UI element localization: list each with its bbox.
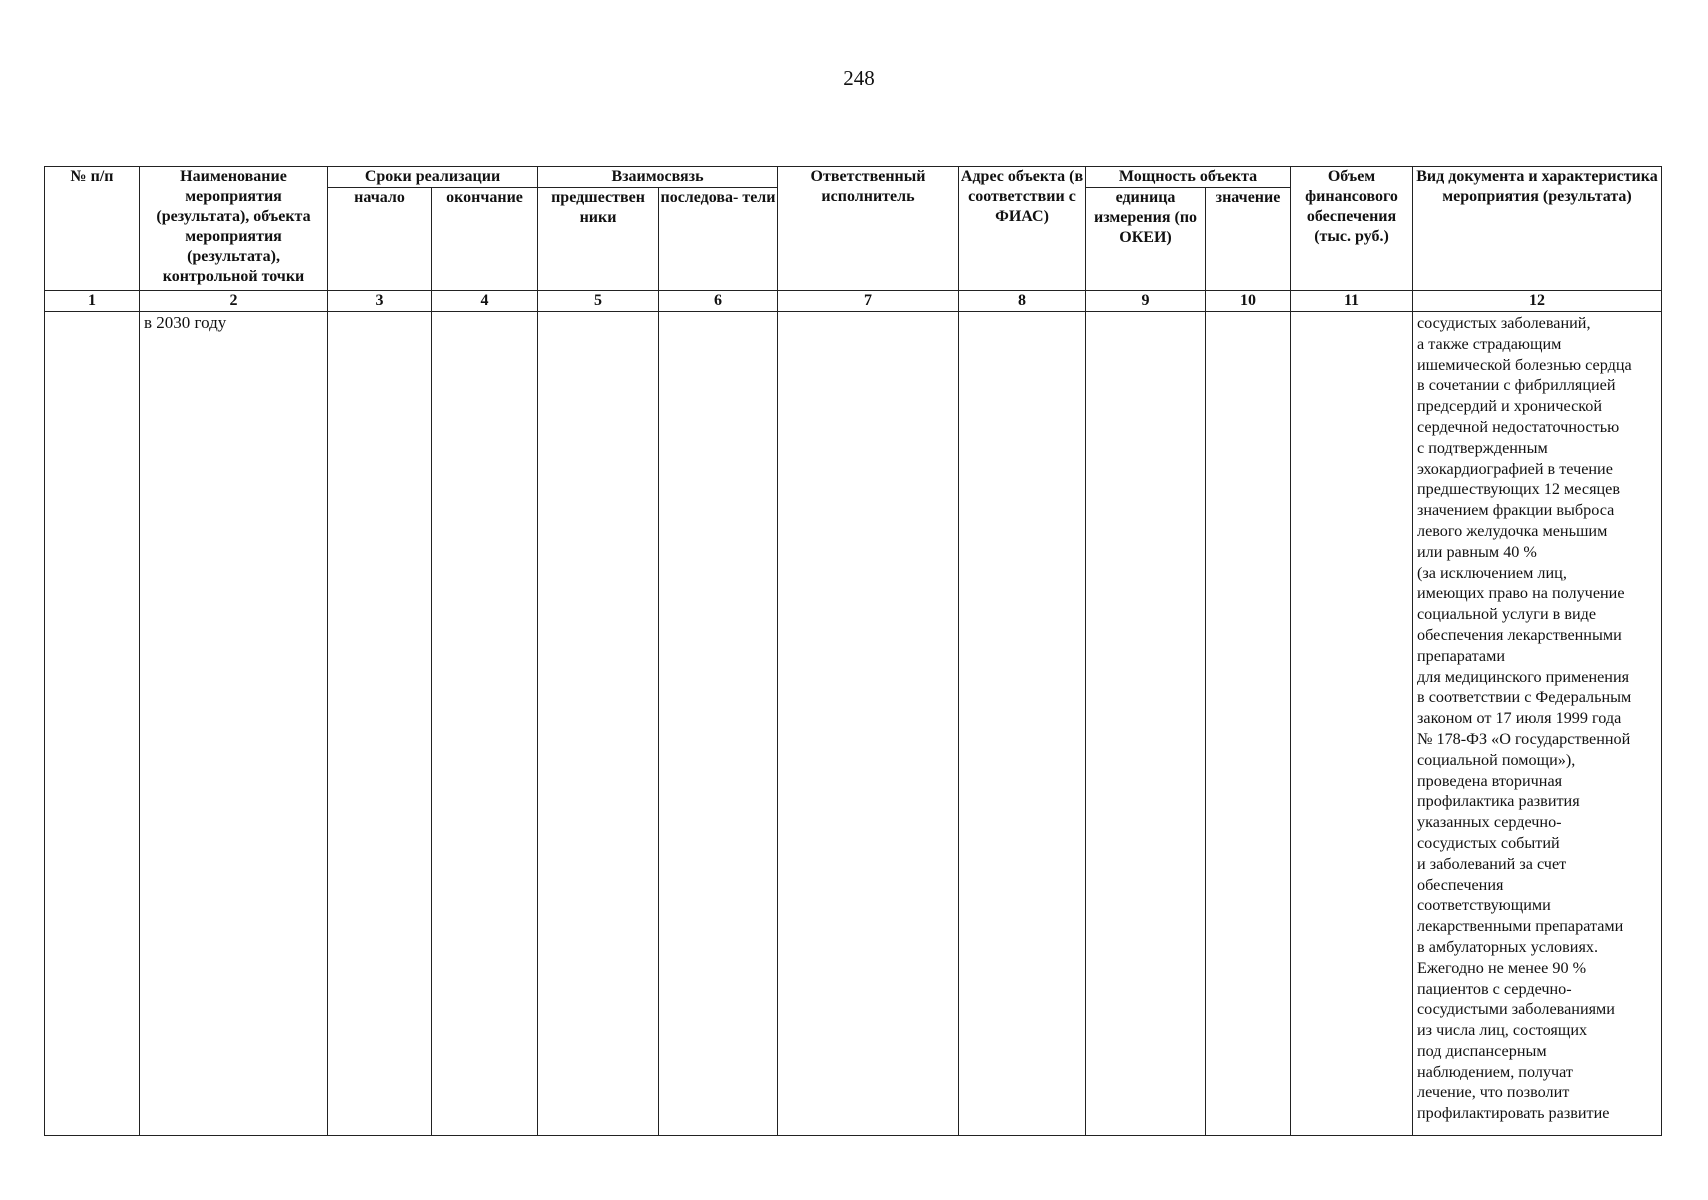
description-line: социальной помощи»), bbox=[1417, 750, 1576, 769]
header-predecessors: предшествен ники bbox=[538, 188, 659, 291]
cell-successors bbox=[659, 312, 778, 1136]
column-number: 5 bbox=[538, 291, 659, 312]
description-line: левого желудочка меньшим bbox=[1417, 521, 1608, 540]
column-number: 3 bbox=[328, 291, 432, 312]
description-line: профилактика развития bbox=[1417, 792, 1580, 811]
description-line: для медицинского применения bbox=[1417, 667, 1630, 686]
description-line: указанных сердечно- bbox=[1417, 813, 1562, 832]
header-link-group: Взаимосвязь bbox=[538, 167, 778, 188]
description-line: сосудистыми заболеваниями bbox=[1417, 1000, 1615, 1019]
column-number: 4 bbox=[432, 291, 538, 312]
column-number: 6 bbox=[659, 291, 778, 312]
header-responsible: Ответственный исполнитель bbox=[778, 167, 959, 291]
header-end: окончание bbox=[432, 188, 538, 291]
description-line: лекарственными препаратами bbox=[1417, 917, 1624, 936]
description-line: и заболеваний за счет bbox=[1417, 854, 1567, 873]
description-line: в амбулаторных условиях. bbox=[1417, 937, 1599, 956]
column-number: 11 bbox=[1291, 291, 1413, 312]
description-line: законом от 17 июля 1999 года bbox=[1417, 709, 1622, 728]
header-start: начало bbox=[328, 188, 432, 291]
description-line: с подтвержденным bbox=[1417, 438, 1548, 457]
description-line: профилактировать развитие bbox=[1417, 1104, 1610, 1123]
header-successors: последова- тели bbox=[659, 188, 778, 291]
activity-description bbox=[1413, 312, 1661, 1124]
header-address: Адрес объекта (в соответствии с ФИАС) bbox=[959, 167, 1086, 291]
cell-description bbox=[1413, 312, 1662, 1136]
description-line: наблюдением, получат bbox=[1417, 1062, 1573, 1081]
cell-value bbox=[1206, 312, 1291, 1136]
table-header bbox=[45, 167, 1662, 312]
activity-plan-table bbox=[44, 166, 1662, 1136]
description-line: имеющих право на получение bbox=[1417, 584, 1625, 603]
description-line: предшествующих 12 месяцев bbox=[1417, 480, 1621, 499]
description-line: обеспечения bbox=[1417, 875, 1504, 894]
description-line: сосудистых событий bbox=[1417, 833, 1560, 852]
description-line: из числа лиц, состоящих bbox=[1417, 1021, 1588, 1040]
column-number: 8 bbox=[959, 291, 1086, 312]
description-line: в сочетании с фибрилляцией bbox=[1417, 376, 1616, 395]
description-line: сердечной недостаточностью bbox=[1417, 417, 1620, 436]
column-number: 2 bbox=[140, 291, 328, 312]
table-row bbox=[45, 312, 1662, 1136]
cell-end bbox=[432, 312, 538, 1136]
header-value: значение bbox=[1206, 188, 1291, 291]
description-line: или равным 40 % bbox=[1417, 542, 1537, 561]
cell-start bbox=[328, 312, 432, 1136]
description-line: соответствующими bbox=[1417, 896, 1551, 915]
description-line: Ежегодно не менее 90 % bbox=[1417, 958, 1587, 977]
cell-responsible bbox=[778, 312, 959, 1136]
page-number: 248 bbox=[843, 66, 875, 90]
column-number: 7 bbox=[778, 291, 959, 312]
activity-name: в 2030 году bbox=[144, 313, 227, 332]
description-line: социальной услуги в виде bbox=[1417, 605, 1597, 624]
description-line: предсердий и хронической bbox=[1417, 397, 1603, 416]
description-line: значением фракции выброса bbox=[1417, 501, 1615, 520]
cell-name bbox=[140, 312, 328, 1136]
header-document: Вид документа и характеристика мероприятия (результата) bbox=[1413, 167, 1662, 291]
column-number: 1 bbox=[45, 291, 140, 312]
column-number: 12 bbox=[1413, 291, 1662, 312]
header-name: Наименование мероприятия (результата), объекта мероприятия (результата), контрольной точки bbox=[140, 167, 328, 291]
header-no: № п/п bbox=[45, 167, 140, 291]
header-capacity-group: Мощность объекта bbox=[1086, 167, 1291, 188]
description-line: под диспансерным bbox=[1417, 1041, 1547, 1060]
column-number: 9 bbox=[1086, 291, 1206, 312]
description-line: ишемической болезнью сердца bbox=[1417, 355, 1632, 374]
description-line: сосудистых заболеваний, bbox=[1417, 314, 1591, 332]
header-finance: Объем финансового обеспечения (тыс. руб.) bbox=[1291, 167, 1413, 291]
description-line: а также страдающим bbox=[1417, 334, 1562, 353]
column-number: 10 bbox=[1206, 291, 1291, 312]
header-terms-group: Сроки реализации bbox=[328, 167, 538, 188]
cell-no bbox=[45, 312, 140, 1136]
cell-finance bbox=[1291, 312, 1413, 1136]
description-line: препаратами bbox=[1417, 646, 1506, 665]
description-line: эхокардиографией в течение bbox=[1417, 459, 1613, 478]
description-line: (за исключением лиц, bbox=[1417, 563, 1567, 582]
description-line: в соответствии с Федеральным bbox=[1417, 688, 1632, 707]
cell-predecessors bbox=[538, 312, 659, 1136]
description-line: № 178-ФЗ «О государственной bbox=[1417, 729, 1631, 748]
description-line: обеспечения лекарственными bbox=[1417, 625, 1622, 644]
description-line: лечение, что позволит bbox=[1417, 1083, 1570, 1102]
description-line: пациентов с сердечно- bbox=[1417, 979, 1572, 998]
description-line: проведена вторичная bbox=[1417, 771, 1563, 790]
column-number-row bbox=[45, 291, 1662, 312]
cell-address bbox=[959, 312, 1086, 1136]
cell-unit bbox=[1086, 312, 1206, 1136]
header-unit: единица измерения (по ОКЕИ) bbox=[1086, 188, 1206, 291]
